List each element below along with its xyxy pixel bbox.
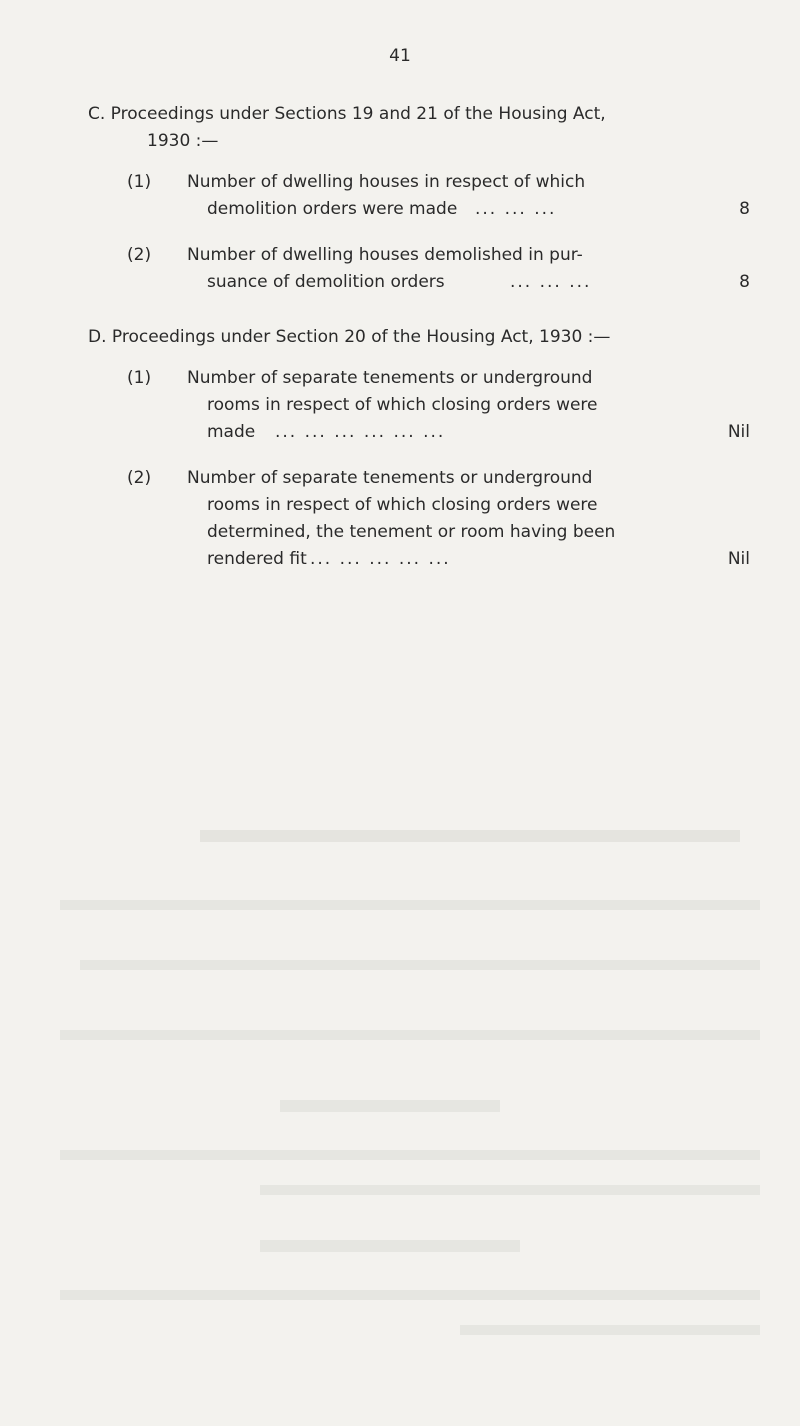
c1-value: 8 (739, 199, 750, 219)
d2-line2: rooms in respect of which closing orders were (207, 495, 598, 515)
c2-value: 8 (739, 272, 750, 292)
c1-number: (1) (127, 172, 152, 192)
bleed-block-9 (60, 1290, 760, 1300)
d1-line2: rooms in respect of which closing orders were (207, 395, 598, 415)
section-c-heading-line1: C. Proceedings under Sections 19 and 21 of the Housing Act, (88, 104, 606, 124)
bleed-block-3 (80, 960, 760, 970)
bleed-block-1 (200, 830, 740, 842)
c2-line1: Number of dwelling houses demolished in pur- (187, 245, 583, 265)
d2-leader-dots: ... ... ... ... ... (310, 549, 451, 569)
d2-line3: determined, the tenement or room having been (207, 522, 616, 542)
d2-number: (2) (127, 468, 152, 488)
bleed-block-4 (60, 1030, 760, 1040)
bleed-block-5 (280, 1100, 500, 1112)
c2-leader-dots: ... ... ... (510, 272, 592, 292)
d1-leader-dots: ... ... ... ... ... ... (275, 422, 446, 442)
c2-line2: suance of demolition orders (207, 272, 445, 292)
bleed-block-6 (60, 1150, 760, 1160)
bleed-block-10 (460, 1325, 760, 1335)
d2-line4: rendered fit (207, 549, 307, 569)
bleed-block-8 (260, 1240, 520, 1252)
c2-number: (2) (127, 245, 152, 265)
bleed-block-7 (260, 1185, 760, 1195)
d2-value: Nil (727, 549, 750, 569)
section-c-heading-line2: 1930 :— (147, 131, 219, 151)
section-d-heading: D. Proceedings under Section 20 of the Housing Act, 1930 :— (88, 327, 611, 347)
page-number: 41 (389, 46, 411, 66)
bleed-block-2 (60, 900, 760, 910)
d1-number: (1) (127, 368, 152, 388)
c1-leader-dots: ... ... ... (475, 199, 557, 219)
d1-line1: Number of separate tenements or underground (187, 368, 593, 388)
c1-line1: Number of dwelling houses in respect of which (187, 172, 586, 192)
d1-value: Nil (727, 422, 750, 442)
c1-line2: demolition orders were made (207, 199, 458, 219)
d2-line1: Number of separate tenements or underground (187, 468, 593, 488)
d1-line3: made (207, 422, 256, 442)
